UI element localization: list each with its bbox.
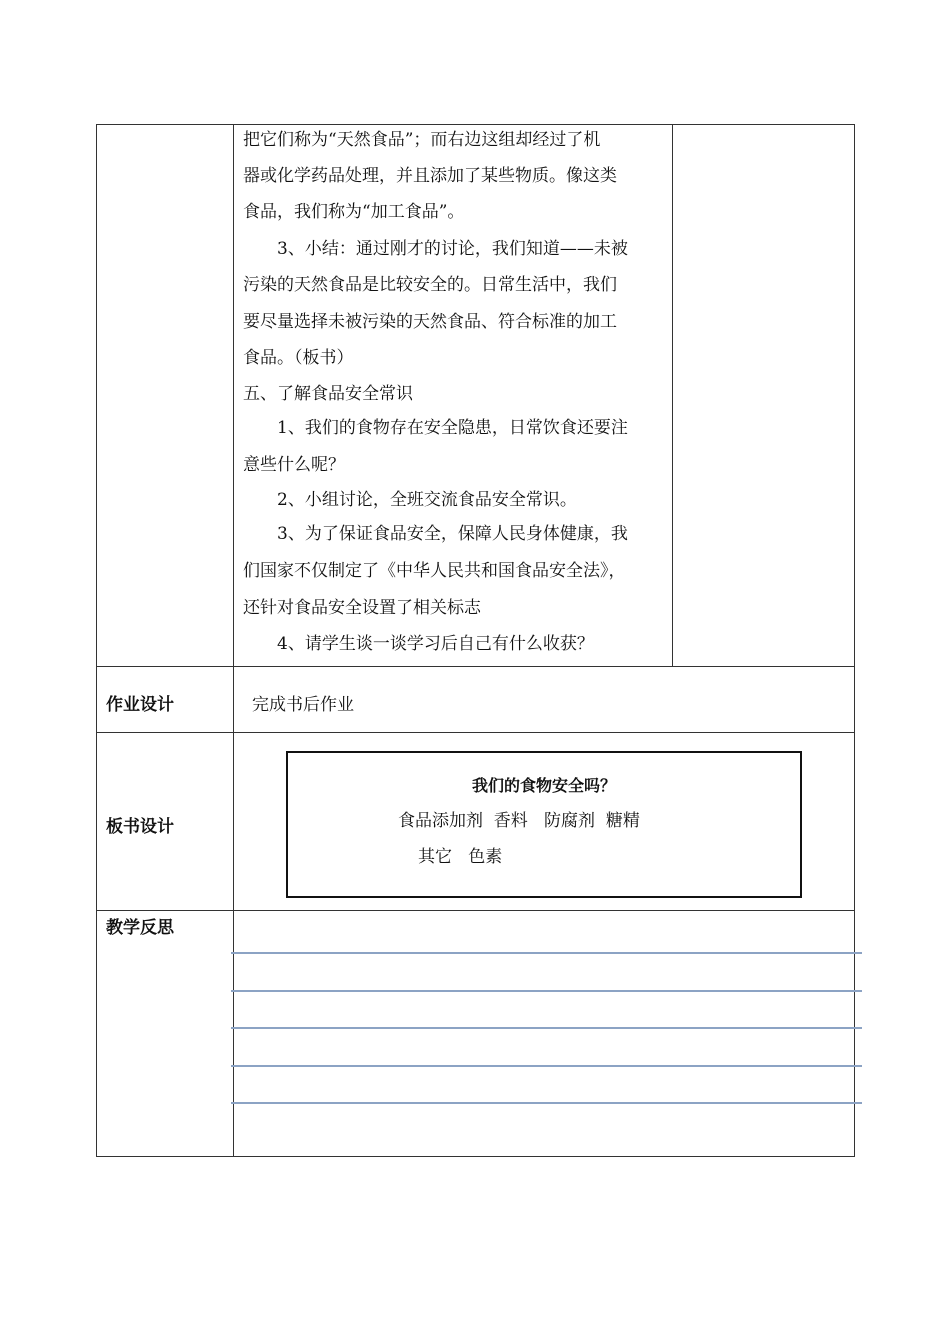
body-line: 1、我们的食物存在安全隐患，日常饮食还要注	[243, 418, 628, 438]
homework-label: 作业设计	[106, 695, 174, 715]
body-line: 器或化学药品处理，并且添加了某些物质。像这类	[243, 166, 617, 186]
writing-line	[231, 990, 862, 992]
board-keywords-line2: 其它 色素	[418, 847, 503, 867]
body-line: 们国家不仅制定了《中华人民共和国食品安全法》，	[243, 561, 626, 581]
row-divider-reflection	[96, 910, 855, 911]
body-line: 还针对食品安全设置了相关标志	[243, 598, 481, 618]
table-top-border	[96, 124, 855, 125]
body-line: 意些什么呢？	[243, 455, 345, 475]
body-line: 3、为了保证食品安全，保障人民身体健康，我	[243, 524, 628, 544]
board-label: 板书设计	[106, 817, 174, 837]
row-divider-homework	[96, 666, 855, 667]
table-bottom-border	[96, 1156, 855, 1157]
section-heading: 五、了解食品安全常识	[243, 384, 413, 404]
body-line: 4、请学生谈一谈学习后自己有什么收获？	[243, 634, 594, 654]
homework-content: 完成书后作业	[252, 695, 354, 715]
body-line: 3、小结：通过刚才的讨论，我们知道——未被	[243, 239, 628, 259]
body-line: 污染的天然食品是比较安全的。日常生活中，我们	[243, 275, 617, 295]
body-line: 要尽量选择未被污染的天然食品、符合标准的加工	[243, 312, 617, 332]
writing-line	[231, 1102, 862, 1104]
board-design-box	[286, 751, 802, 898]
body-line: 2、小组讨论，全班交流食品安全常识。	[243, 490, 577, 510]
writing-line	[231, 1065, 862, 1067]
notes-column-divider	[672, 124, 673, 667]
body-line: 食品。（板书）	[243, 348, 354, 368]
table-left-border	[96, 124, 97, 1157]
row-divider-board	[96, 732, 855, 733]
label-column-divider	[233, 124, 234, 1157]
body-line: 把它们称为“天然食品”；而右边这组却经过了机	[243, 130, 601, 150]
reflection-label: 教学反思	[106, 918, 174, 938]
board-title: 我们的食物安全吗？	[471, 776, 616, 795]
writing-line	[231, 952, 862, 954]
board-keywords-line1: 食品添加剂 香料 防腐剂 糖精	[398, 811, 640, 831]
table-right-border	[854, 124, 855, 1157]
writing-line	[231, 1027, 862, 1029]
body-line: 食品，我们称为“加工食品”。	[243, 202, 465, 222]
